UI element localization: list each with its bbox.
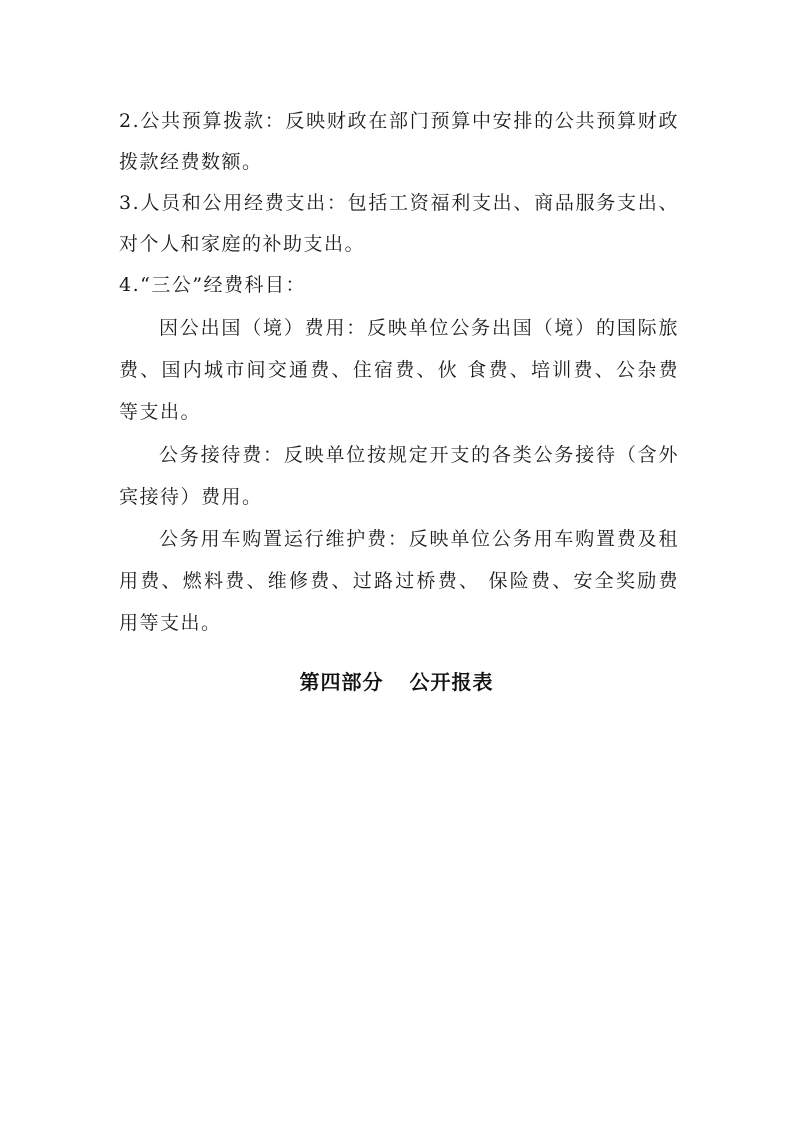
section-heading-part: 第四部分 bbox=[299, 670, 384, 694]
section-heading-title: 公开报表 bbox=[409, 670, 494, 694]
paragraph-line-3: 3.人员和公用经费支出：包括工资福利支出、商品服务支出、 bbox=[119, 192, 679, 214]
paragraph-line-2: 拨款经费数额。 bbox=[119, 151, 263, 173]
paragraph-line-11: 公务用车购置运行维护费：反映单位公务用车购置费及租 bbox=[159, 528, 679, 550]
paragraph-line-7: 费、国内城市间交通费、住宿费、伙 食费、培训费、公杂费 bbox=[119, 359, 679, 381]
paragraph-line-10: 宾接待）费用。 bbox=[119, 486, 263, 508]
paragraph-line-13: 用等支出。 bbox=[119, 612, 222, 634]
paragraph-line-12: 用费、燃料费、维修费、过路过桥费、 保险费、安全奖励费 bbox=[119, 570, 679, 592]
paragraph-line-4: 对个人和家庭的补助支出。 bbox=[119, 233, 366, 255]
section-heading bbox=[0, 666, 793, 695]
paragraph-line-8: 等支出。 bbox=[119, 401, 202, 423]
paragraph-line-9: 公务接待费：反映单位按规定开支的各类公务接待（含外 bbox=[159, 444, 679, 466]
paragraph-line-1: 2.公共预算拨款：反映财政在部门预算中安排的公共预算财政 bbox=[119, 110, 679, 132]
paragraph-line-5: 4.“三公”经费科目： bbox=[119, 274, 307, 296]
paragraph-line-6: 因公出国（境）费用：反映单位公务出国（境）的国际旅 bbox=[159, 317, 679, 339]
